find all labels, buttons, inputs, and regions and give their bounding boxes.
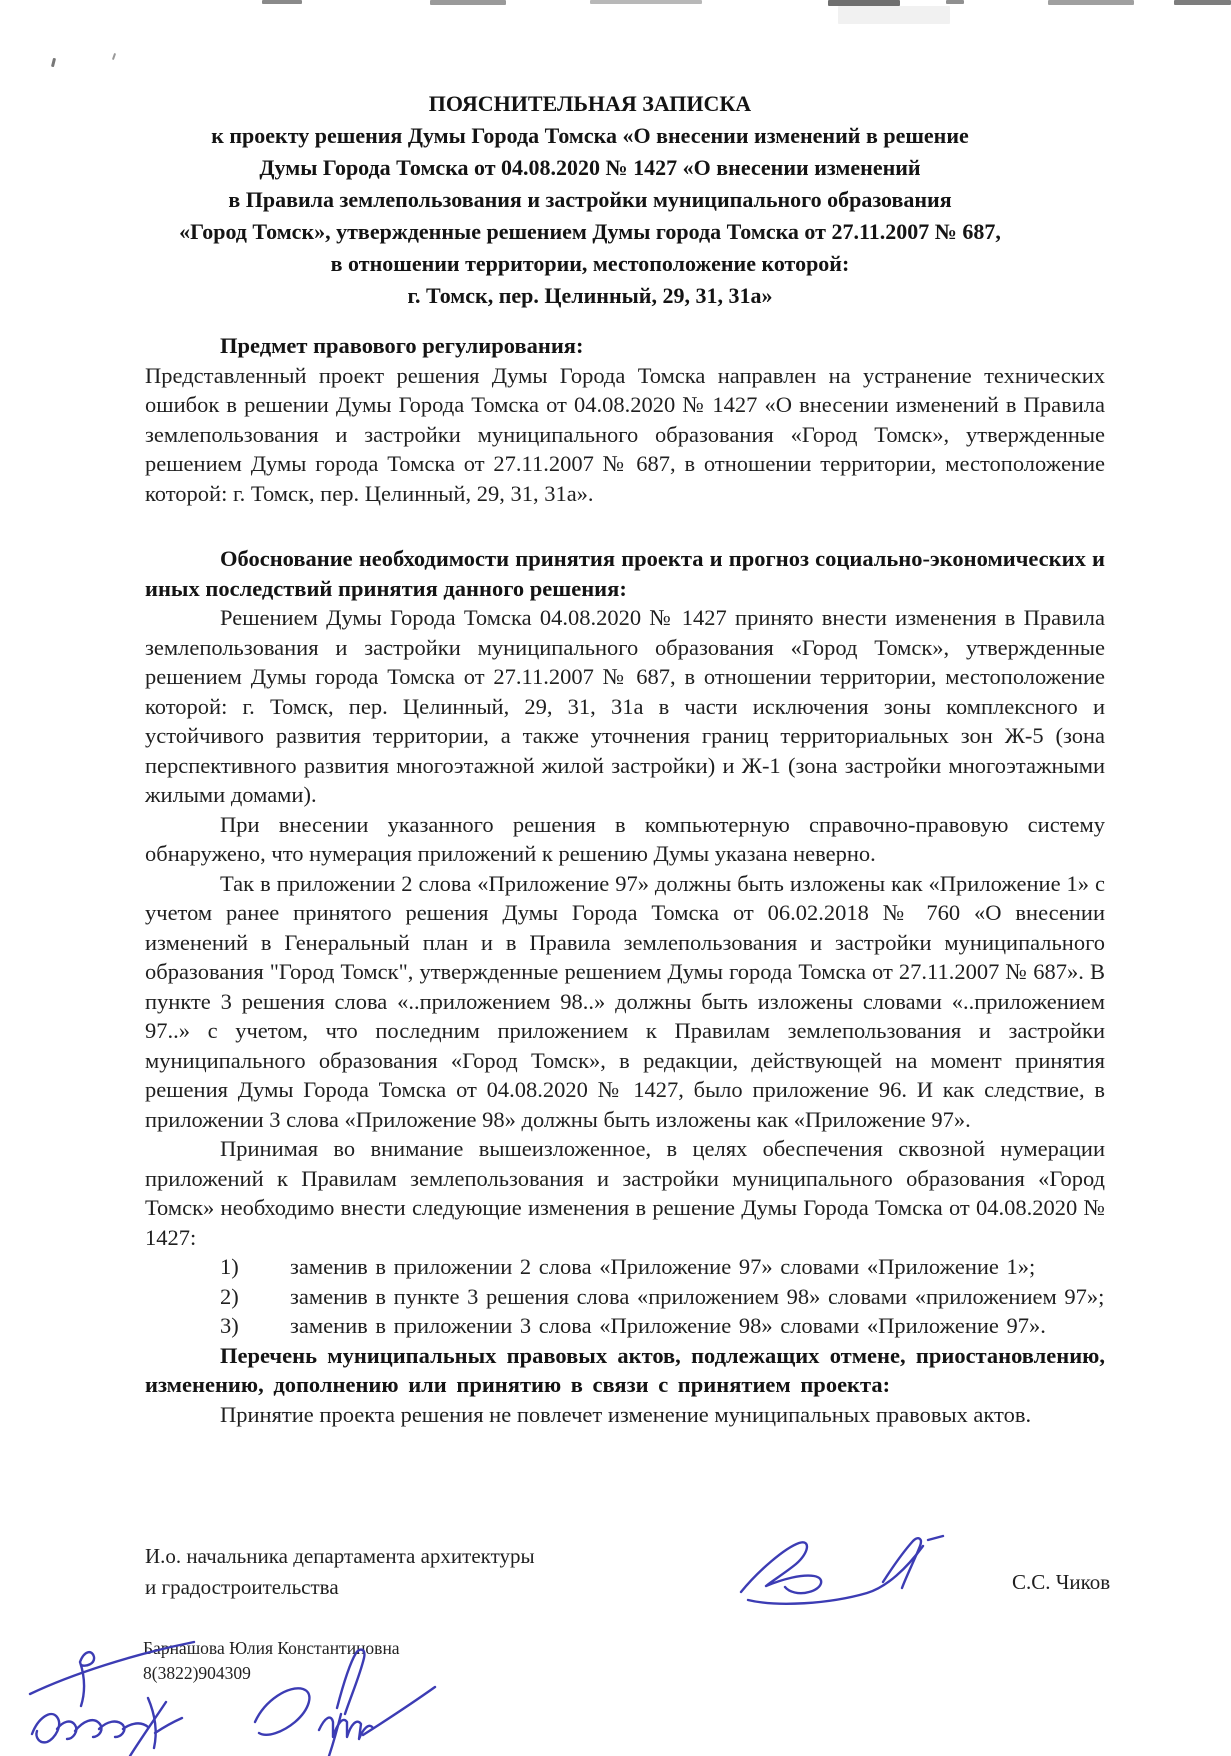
contact-name: Барнашова Юлия Константиновна bbox=[143, 1638, 400, 1658]
list-item-2 bbox=[145, 1282, 1105, 1312]
title-line: г. Томск, пер. Целинный, 29, 31, 31а» bbox=[407, 283, 773, 308]
signer-position-line2: и градостроительства bbox=[145, 1575, 339, 1599]
section-heading-justification: Обоснование необходимости принятия проекта и прогноз социально-экономических и иных последствий принятия данного решения: bbox=[145, 546, 1105, 601]
signer-name: С.С. Чиков bbox=[1012, 1570, 1111, 1594]
scan-speck bbox=[51, 58, 56, 67]
title-line: Думы Города Томска от 04.08.2020 № 1427 «О внесении изменений bbox=[259, 155, 921, 180]
signer-position-line1: И.о. начальника департамента архитектуры bbox=[145, 1544, 535, 1568]
paragraph-justification-3: Так в приложении 2 слова «Приложение 97» должны быть изложены как «Приложение 1» с учетом ранее принятого решения Думы Города Томска от 06.02.2018 № 760 «О внесении изменений в Генеральный план и в Правила землепользования и застройки муниципального образования "Город Томск", утвержденные решением Думы города Томска от 27.11.2007 № 687». В пункте 3 решения слова «..приложением 98..» должны быть изложены словами «..приложением 97..» с учетом, что последним приложением к Правилам землепользования и застройки муниципального образования «Город Томск», в редакции, действующей на момент принятия решения Думы Города Томска от 04.08.2020 № 1427, было приложение 96. И как следствие, в приложении 3 слова «Приложение 98» должны быть изложены как «Приложение 97». bbox=[145, 870, 1105, 1132]
list-item-1 bbox=[145, 1252, 1105, 1282]
title-line: к проекту решения Думы Города Томска «О внесении изменений в решение bbox=[211, 123, 969, 148]
paragraph-justification-1: Решением Думы Города Томска 04.08.2020 № 1427 принято внести изменения в Правила землепользования и застройки муниципального образования «Город Томск», утвержденные решением Думы города Томска от 27.11.2007 № 687, в отношении территории, местоположение которой: г. Томск, пер. Целинный, 29, 31, 31а в части исключения зоны комплексного и устойчивого развития территории, а также уточнения границ территориальных зон Ж-5 (зона перспективного развития многоэтажной жилой застройки) и Ж-1 (зона застройки многоэтажными жилыми домами). bbox=[145, 605, 1105, 807]
document-title bbox=[145, 88, 1035, 312]
list-item-number: 2) bbox=[220, 1283, 239, 1309]
title-line: в Правила землепользования и застройки муниципального образования bbox=[228, 187, 952, 212]
paragraph-justification-2: При внесении указанного решения в компьютерную справочно-правовую систему обнаружено, что нумерация приложений к решению Думы указана неверно. bbox=[145, 811, 1105, 866]
contact-phone: 8(3822)904309 bbox=[143, 1663, 251, 1683]
handwritten-signature-right bbox=[245, 1642, 450, 1756]
title-line: ПОЯСНИТЕЛЬНАЯ ЗАПИСКА bbox=[428, 91, 752, 116]
paragraph-acts: Принятие проекта решения не повлечет изменение муниципальных правовых актов. bbox=[220, 1401, 1032, 1427]
scan-artifact bbox=[1174, 0, 1231, 5]
title-line: «Город Томск», утвержденные решением Думы города Томска от 27.11.2007 № 687, bbox=[179, 219, 1001, 244]
section-heading-acts: Перечень муниципальных правовых актов, подлежащих отмене, приостановлению, изменению, дополнению или принятию в связи с принятием проекта: bbox=[145, 1342, 1105, 1397]
list-item-number: 1) bbox=[220, 1254, 239, 1279]
list-item-text: заменив в приложении 3 слова «Приложение 98» словами «Приложение 97». bbox=[290, 1313, 1046, 1338]
section-heading-subject: Предмет правового регулирования: bbox=[220, 333, 584, 358]
list-item-number: 3) bbox=[220, 1313, 239, 1338]
list-item-text: заменив в приложении 2 слова «Приложение 97» словами «Приложение 1»; bbox=[290, 1254, 1036, 1279]
document-body bbox=[145, 0, 1105, 1429]
paragraph-subject: Представленный проект решения Думы Города Томска направлен на устранение технических ошибок в решении Думы Города Томска от 04.08.2020 № 1427 «О внесении изменений в Правила землепользования и застройки муниципального образования «Город Томск», утвержденные решением Думы города Томска от 27.11.2007 № 687, в отношении территории, местоположение которой: г. Томск, пер. Целинный, 29, 31, 31а». bbox=[145, 362, 1105, 506]
list-item-3 bbox=[145, 1311, 1105, 1341]
handwritten-signature-left bbox=[12, 1636, 222, 1756]
list-item-text: заменив в пункте 3 решения слова «приложением 98» словами «приложением 97»; bbox=[290, 1283, 1105, 1309]
title-line: в отношении территории, местоположение которой: bbox=[330, 251, 850, 276]
scan-speck bbox=[112, 53, 116, 60]
signer-position bbox=[145, 1541, 665, 1603]
paragraph-justification-4: Принимая во внимание вышеизложенное, в целях обеспечения сквозной нумерации приложений к Правилам землепользования и застройки муниципального образования «Город Томск» необходимо внести следующие изменения в решение Думы Города Томска от 04.08.2020 № 1427: bbox=[145, 1136, 1105, 1250]
chikov-signature-ink bbox=[735, 1528, 947, 1624]
